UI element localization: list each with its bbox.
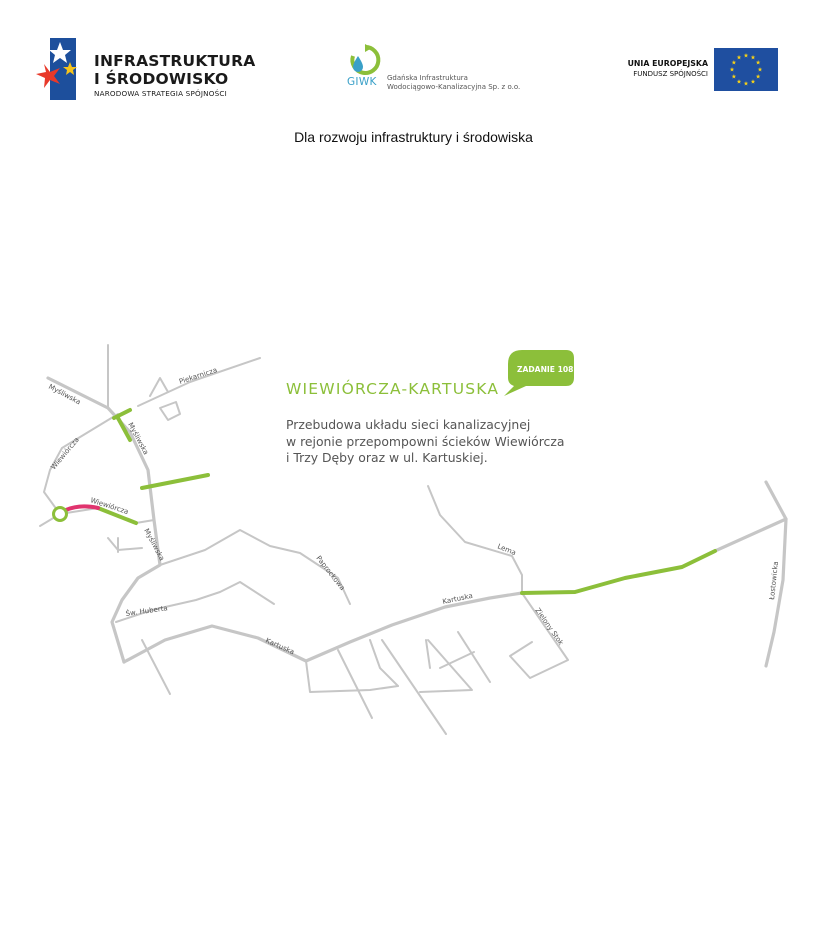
left-logo-title-line2: I ŚRODOWISKO (94, 70, 229, 88)
street-label-wiewiorcza-vertical: Wiewiórcza (49, 435, 81, 472)
street-label-mysliwska-low: Myśliwska (142, 527, 166, 563)
street-label-kartuska-west: Kartuska (264, 636, 296, 657)
street-label-zielony-stok: Zielony Stok (533, 606, 565, 647)
street-label-wiewiorcza-horizontal: Wiewiórcza (89, 496, 130, 517)
giwk-acronym: GIWK (347, 76, 377, 88)
giwk-name-line2: Wodociągowo-Kanalizacyjna Sp. z o.o. (387, 83, 521, 91)
sewer-segment-branch-east (142, 475, 208, 488)
giwk-name-line1: Gdańska Infrastruktura (387, 74, 468, 82)
task-badge (504, 350, 574, 396)
street-labels (47, 366, 780, 656)
description-line-1: Przebudowa układu sieci kanalizacyjnej (286, 417, 531, 432)
left-logo-title-line1: INFRASTRUKTURA (94, 52, 256, 70)
eu-line2: FUNDUSZ SPÓJNOŚCI (633, 70, 708, 78)
sewer-segment-kartuska (522, 551, 715, 593)
project-description (286, 417, 564, 467)
street-label-lema: Lema (496, 542, 518, 558)
description-line-2: w rejonie przepompowni ścieków Wiewiórcza (286, 433, 565, 449)
street-label-mysliwska-mid: Myśliwska (126, 421, 150, 457)
street-label-lostowicka: Łostowicka (768, 560, 781, 601)
street-label-paprockowa: Paprockowa (314, 554, 347, 593)
description-line-3: i Trzy Dęby oraz w ul. Kartuskiej. (286, 450, 488, 465)
street-label-mysliwska-top: Myśliwska (47, 382, 82, 407)
task-badge-label: ZADANIE 108 (517, 365, 574, 374)
left-logo-subtitle: NARODOWA STRATEGIA SPÓJNOŚCI (94, 89, 227, 98)
tagline: Dla rozwoju infrastruktury i środowiska (294, 129, 533, 145)
pump-station-marker (54, 508, 67, 521)
project-heading: WIEWIÓRCZA-KARTUSKA (286, 380, 500, 398)
street-label-sw-huberta: Św. Huberta (125, 604, 169, 618)
street-label-piekarnicza: Piekarnicza (178, 366, 219, 386)
street-label-kartuska-east: Kartuska (441, 591, 474, 606)
eu-line1: UNIA EUROPEJSKA (627, 59, 708, 68)
